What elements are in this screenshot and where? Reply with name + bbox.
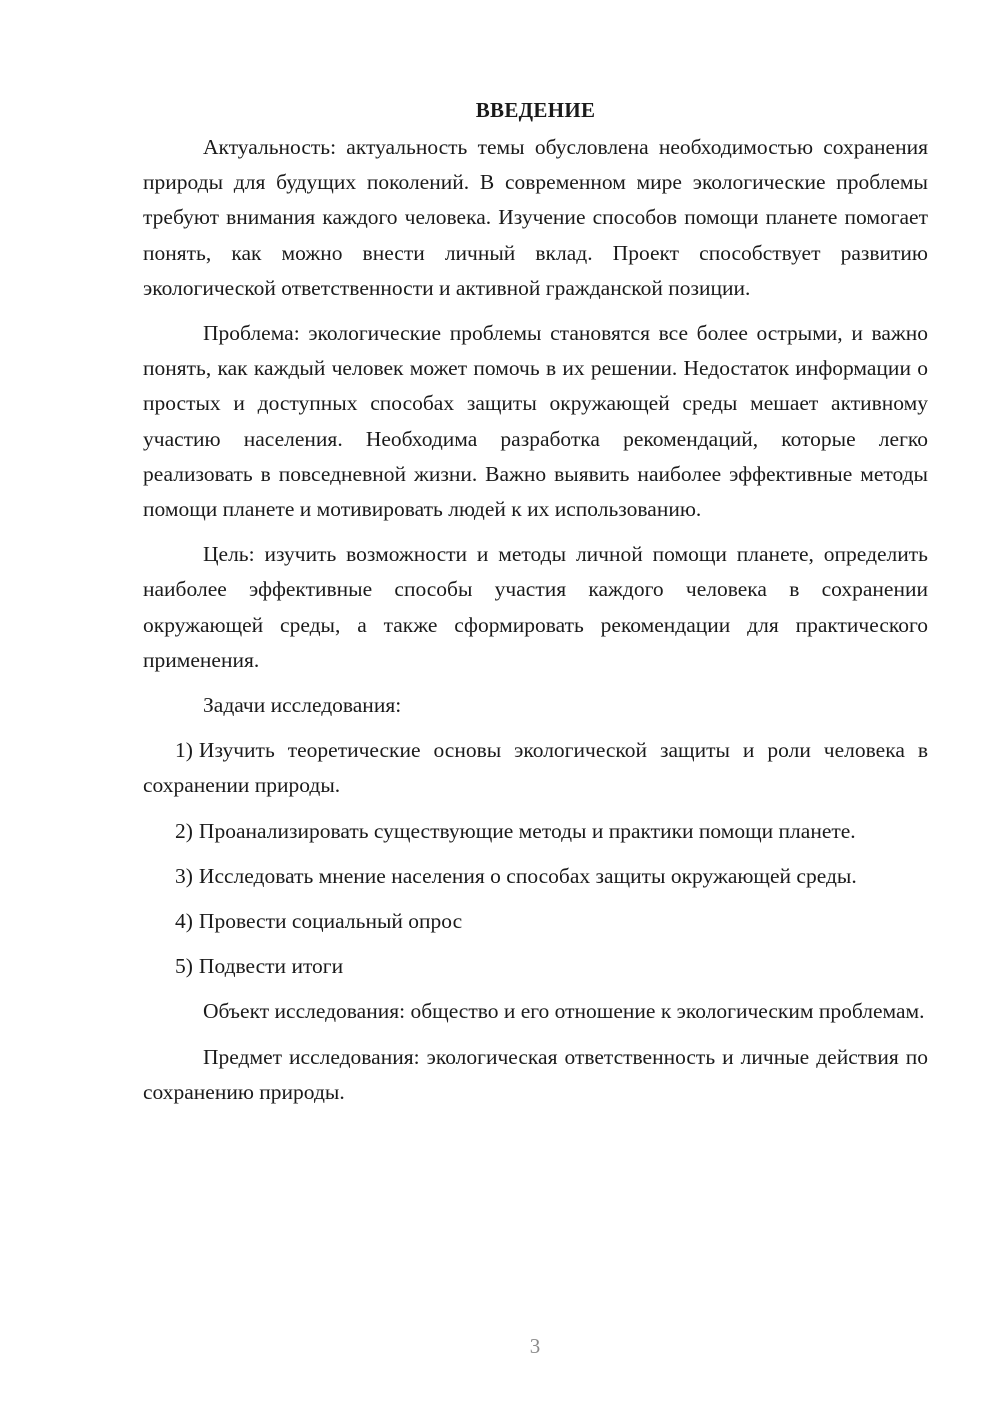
page-title: ВВЕДЕНИЕ [475, 98, 596, 122]
list-item [143, 949, 928, 984]
list-item-number: 3) [175, 863, 193, 888]
list-item [143, 904, 928, 939]
tasks-heading: Задачи исследования: [203, 693, 402, 718]
list-item-number: 4) [175, 909, 193, 934]
paragraph-relevance: Актуальность: актуальность темы обусловлена необходимостью сохранения природы для будущих поколений. В современном мире экологические проблемы требуют внимания каждого человека. Изучение способов помощи планете помогает понять, как можно внести личный вклад. Проект способствует развитию экологической ответственности и активной гражданской позиции. [143, 135, 928, 300]
list-item-text: Проанализировать существующие методы и практики помощи планете. [198, 818, 856, 843]
list-item-text: Провести социальный опрос [198, 909, 463, 934]
list-item-text: Изучить теоретические основы экологической защиты и роли человека в сохранении природы. [143, 738, 928, 798]
list-item-text: Исследовать мнение населения о способах защиты окружающей среды. [198, 863, 857, 888]
document-page [143, 92, 928, 1120]
paragraph-object: Объект исследования: общество и его отношение к экологическим проблемам. [203, 999, 925, 1024]
paragraph-goal: Цель: изучить возможности и методы личной помощи планете, определить наиболее эффективные способы участия каждого человека в сохранении окружающей среды, а также сформировать рекомендации для практического применения. [143, 542, 928, 672]
tasks-list [143, 733, 928, 984]
list-item [143, 814, 928, 849]
list-item [143, 733, 928, 803]
list-item-number: 2) [175, 818, 193, 843]
paragraph-problem: Проблема: экологические проблемы становятся все более острыми, и важно понять, как каждый человек может помочь в их решении. Недостаток информации о простых и доступных способах защиты окружающей среды мешает активному участию населения. Необходима разработка рекомендаций, которые легко реализовать в повседневной жизни. Важно выявить наиболее эффективные методы помощи планете и мотивировать людей к их использованию. [143, 321, 928, 522]
list-item-number: 5) [175, 954, 193, 979]
paragraph-subject: Предмет исследования: экологическая ответственность и личные действия по сохранению природы. [143, 1044, 928, 1104]
page-number: 3 [529, 1334, 541, 1358]
list-item-number: 1) [175, 738, 193, 763]
list-item-text: Подвести итоги [198, 954, 344, 979]
list-item [143, 859, 928, 894]
